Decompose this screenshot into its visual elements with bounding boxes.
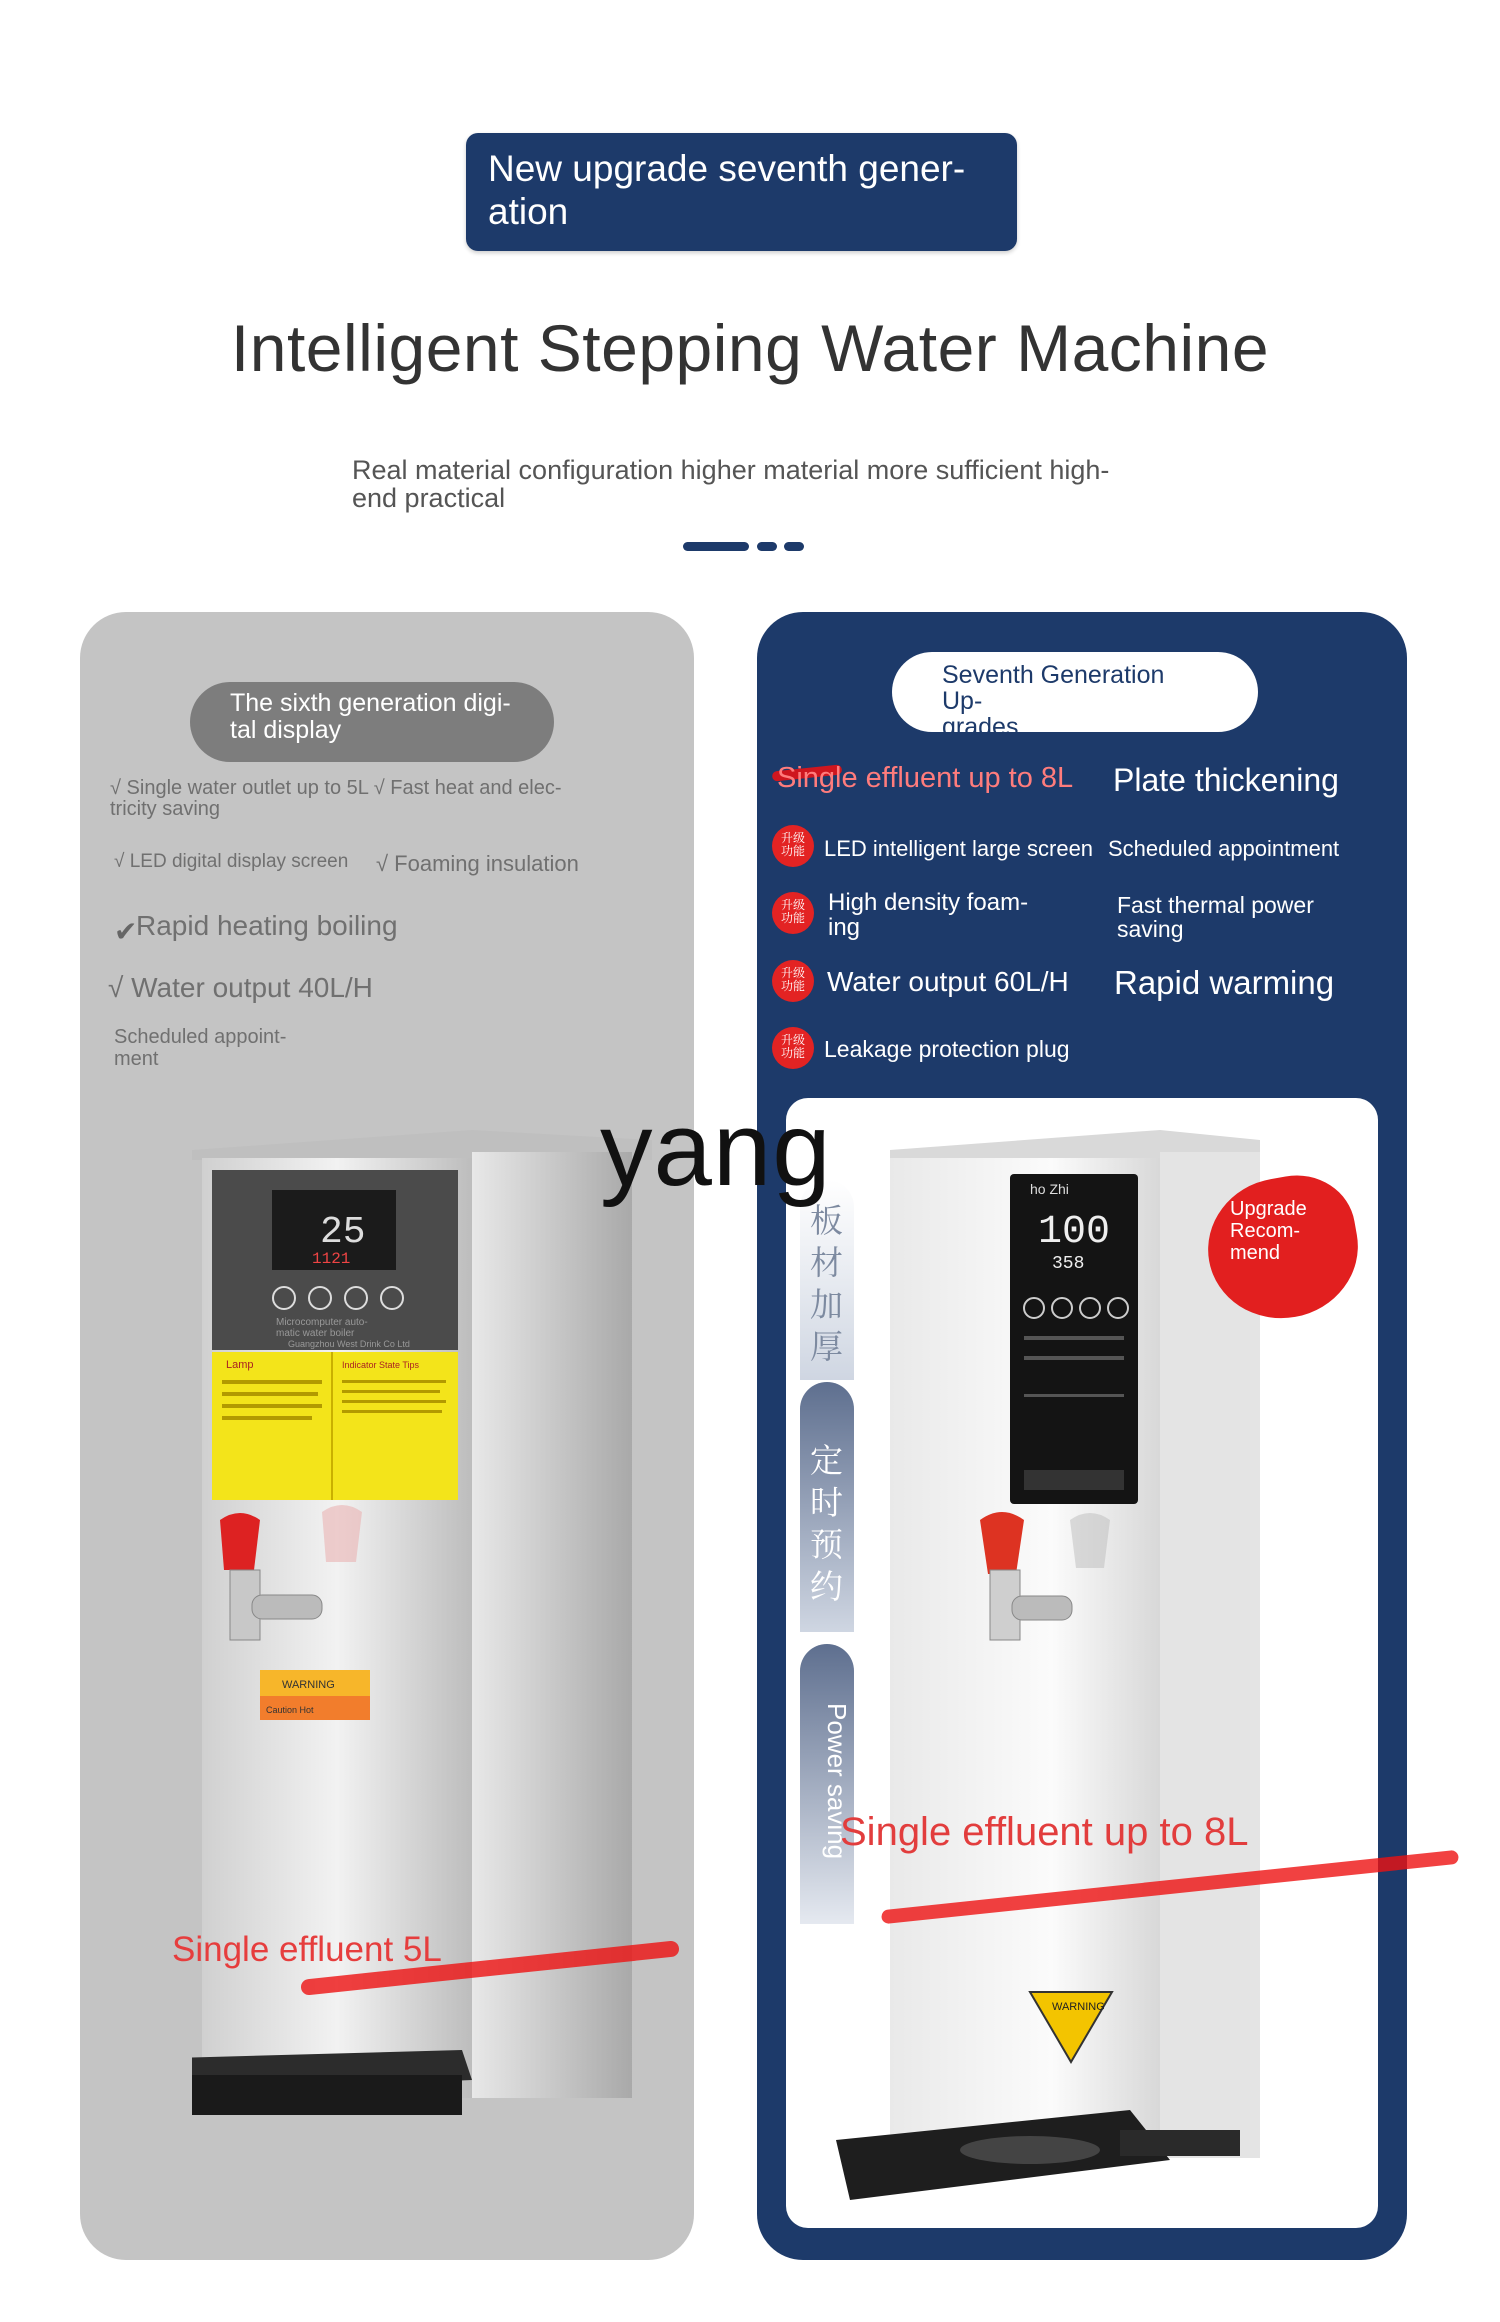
side-label-thickening: 板材加厚 (810, 1202, 843, 1365)
divider-dash-3 (784, 542, 804, 551)
left-display-sub: 1121 (312, 1250, 351, 1268)
upgrade-badge-2: 升级 功能 (772, 892, 814, 934)
side-label-schedule: 定时预约 (810, 1442, 843, 1605)
right-feature-left-2: LED intelligent large screen (824, 836, 1094, 861)
right-feature-right-4: Rapid warming (1114, 964, 1335, 1001)
divider-dash-1 (683, 542, 749, 551)
sixth-gen-machine-image (192, 1130, 652, 2140)
top-badge (466, 133, 1017, 251)
right-display-sub: 358 (1052, 1254, 1085, 1274)
sixth-gen-pill (190, 682, 554, 762)
left-machine-maker: Guangzhou West Drink Co Ltd (288, 1339, 410, 1349)
right-feature-left-5: Leakage protection plug (824, 1036, 1070, 1062)
watermark-text: yang (600, 1091, 832, 1208)
upgrade-badge-1: 升级 功能 (772, 825, 814, 867)
seventh-gen-pill (892, 652, 1258, 741)
right-feature-right-2: Scheduled appointment (1108, 836, 1340, 861)
sixth-gen-machine-svg (192, 1130, 652, 2140)
left-feature-1: √ Single water outlet up to 5L √ Fast heat and elec- tricity saving (110, 777, 562, 820)
right-machine-brand: ho Zhi (1030, 1181, 1069, 1197)
divider-dash-2 (757, 542, 777, 551)
left-feature-2: √ LED digital display screen (114, 851, 349, 872)
seventh-gen-pill-label: Seventh Generation Up- grades (942, 661, 1165, 741)
sixth-gen-pill-label: The sixth generation digi- tal display (230, 689, 511, 744)
right-feature-right-1: Plate thickening (1113, 762, 1339, 798)
left-feature-6: Scheduled appoint- ment (114, 1026, 287, 1070)
check-icon: ✔ (114, 916, 138, 947)
left-machine-caption: Microcomputer auto- (276, 1317, 368, 1328)
left-bottom-label: Single effluent 5L (172, 1930, 442, 1969)
left-caution-label: Caution Hot (266, 1705, 314, 1715)
right-feature-left-1: Single effluent up to 8L (777, 762, 1074, 794)
left-feature-5: √ Water output 40L/H (108, 972, 373, 1003)
svg-text:matic water boiler: matic water boiler (276, 1328, 355, 1339)
upgrade-badge-4: 升级 功能 (772, 1027, 814, 1069)
top-badge-text: New upgrade seventh gener- ation (488, 148, 966, 232)
right-bottom-label: Single effluent up to 8L (840, 1810, 1249, 1854)
right-feature-left-3: High density foam- ing (828, 889, 1029, 941)
right-feature-right-3: Fast thermal power saving (1117, 892, 1314, 942)
left-feature-3: √ Foaming insulation (376, 851, 579, 876)
page-subtitle: Real material configuration higher material more sufficient high-end practical (352, 455, 1110, 513)
left-warning-label: WARNING (282, 1679, 335, 1691)
right-warning-label: WARNING (1052, 2001, 1105, 2013)
upgrade-badge-3: 升级 功能 (772, 960, 814, 1002)
right-feature-left-4: Water output 60L/H (827, 966, 1069, 997)
lamp-label: Lamp (226, 1359, 254, 1371)
recommend-label: Upgrade Recom- mend (1230, 1198, 1307, 1264)
page-title: Intelligent Stepping Water Machine (230, 311, 1270, 385)
left-feature-4: Rapid heating boiling (136, 910, 398, 941)
tips-label: Indicator State Tips (342, 1360, 420, 1370)
right-display-value: 100 (1038, 1210, 1111, 1255)
side-label-power: Power saving (822, 1703, 852, 1860)
left-display-value: 25 (320, 1211, 366, 1254)
